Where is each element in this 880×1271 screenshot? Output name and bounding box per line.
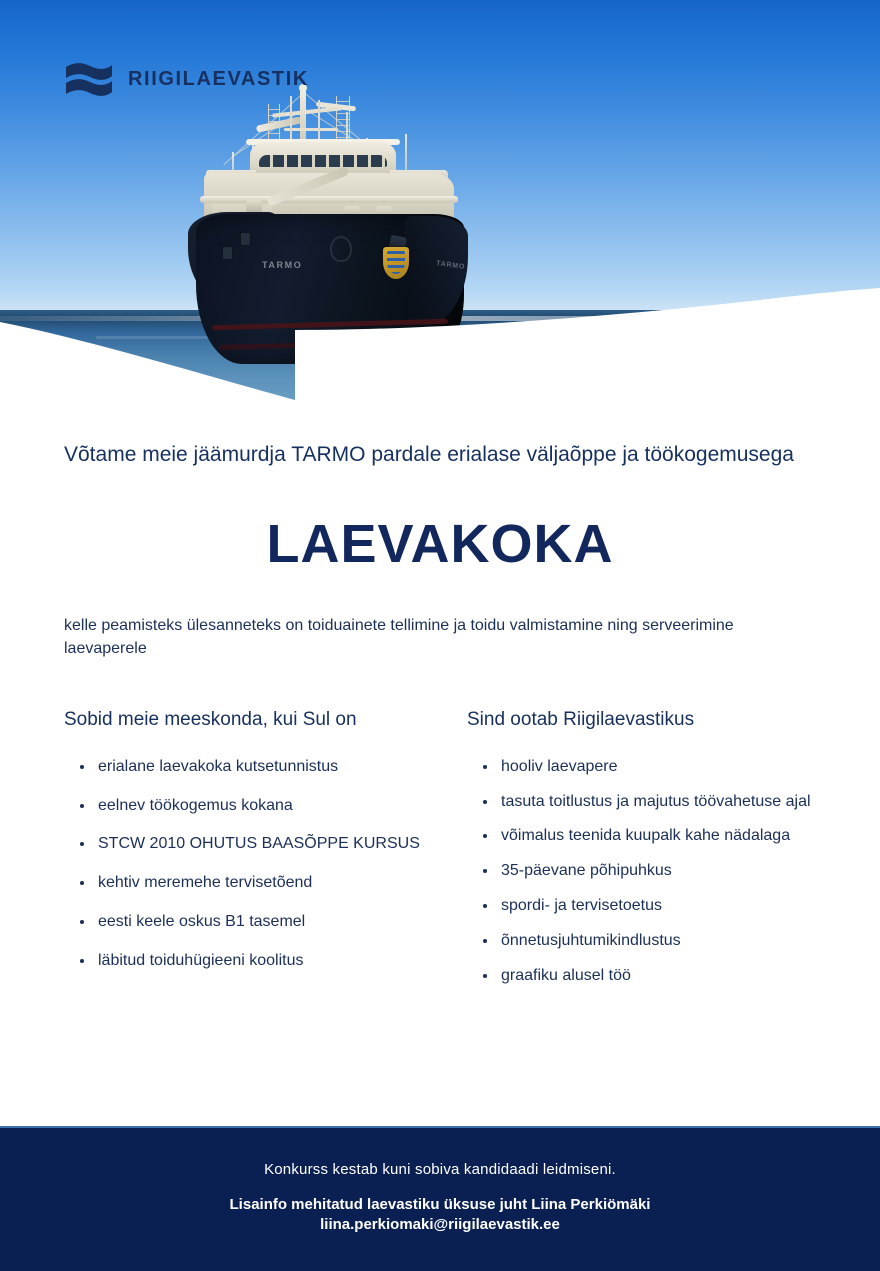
benefits-list (467, 757, 834, 987)
list-item: hooliv laevapere (481, 757, 834, 778)
poster-content (0, 410, 880, 1000)
hero-banner (0, 0, 880, 410)
requirements-heading: Sobid meie meeskonda, kui Sul on (64, 708, 357, 730)
poster-footer (0, 1126, 880, 1271)
vessel-name-stern: TARMO (435, 260, 466, 271)
vessel-name-hull: TARMO (262, 260, 303, 270)
brand-logo[interactable] (64, 58, 309, 100)
antenna-rod (318, 100, 320, 142)
antenna-rod (346, 112, 348, 142)
benefits-column (449, 709, 834, 1001)
benefits-heading: Sind ootab Riigilaevastikus (467, 708, 695, 730)
list-item: 35-päevane põhipuhkus (481, 861, 834, 882)
list-item: graafiku alusel töö (481, 966, 834, 987)
hull-porthole (240, 232, 251, 246)
application-deadline: Konkurss kestab kuni sobiva kandidaadi leidmiseni. (264, 1161, 616, 1178)
lead-paragraph: Võtame meie jäämurdja TARMO pardale erialase väljaõppe ja töökogemusega (64, 443, 794, 466)
deck-edge (200, 196, 458, 203)
hull-porthole (222, 246, 233, 260)
list-item: spordi- ja tervisetoetus (481, 896, 834, 917)
list-item: erialane laevakoka kutsetunnistus (78, 757, 449, 778)
requirements-benefits-columns (0, 709, 880, 1001)
waterline-marker (429, 336, 454, 342)
wave-bars-icon (64, 58, 114, 100)
list-item: STCW 2010 OHUTUS BAASÕPPE KURSUS (78, 834, 449, 855)
list-item: eesti keele oskus B1 tasemel (78, 912, 449, 933)
bridge-windows (259, 155, 387, 167)
list-item: võimalus teenida kuupalk kahe nädalaga (481, 826, 834, 847)
list-item: läbitud toiduhügieeni koolitus (78, 951, 449, 972)
mast-yard (284, 128, 338, 131)
contact-email[interactable]: liina.perkiomaki@riigilaevastik.ee (320, 1216, 560, 1233)
job-description: kelle peamisteks ülesanneteks on toiduainete tellimine ja toidu valmistamine ning serveerimine laevaperele (64, 617, 734, 658)
list-item: kehtiv meremehe tervisetõend (78, 873, 449, 894)
anchor-recess (330, 236, 352, 262)
job-title: LAEVAKOKA (266, 514, 614, 575)
requirements-column (64, 709, 449, 1001)
list-item: õnnetusjuhtumikindlustus (481, 931, 834, 952)
list-item: eelnev töökogemus kokana (78, 796, 449, 817)
list-item: tasuta toitlustus ja majutus töövahetuse ajal (481, 792, 834, 813)
brand-name: RIIGILAEVASTIK (128, 67, 309, 90)
antenna-rod (290, 96, 292, 140)
requirements-list (64, 757, 449, 972)
contact-person: Lisainfo mehitatud laevastiku üksuse juht Liina Perkiömäki (229, 1196, 651, 1213)
